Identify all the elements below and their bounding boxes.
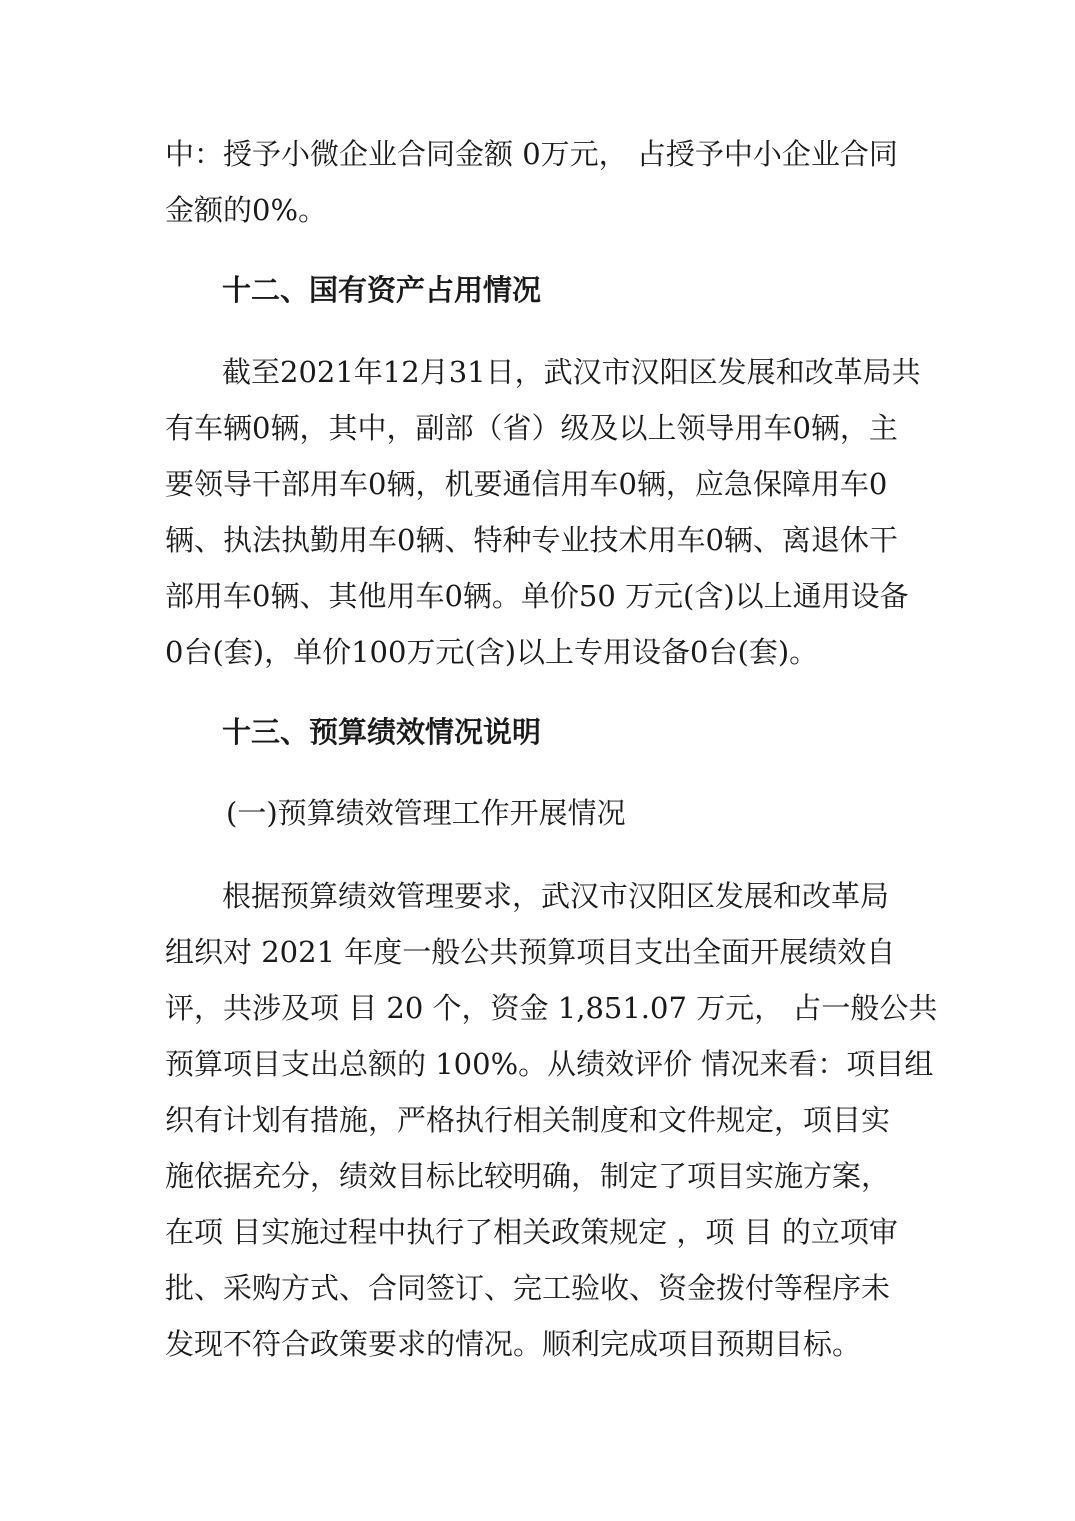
paragraph-line: 组织对 2021 年度一般公共预算项目支出全面开展绩效自 xyxy=(165,935,896,969)
paragraph-line: 预算项目支出总额的 100%。从绩效评价 情况来看：项目组 xyxy=(165,1047,934,1081)
section-heading-12: 十二、国有资产占用情况 xyxy=(222,273,542,307)
paragraph-line: 部用车0辆、其他用车0辆。单价50 万元(含)以上通用设备 xyxy=(165,579,909,613)
subsection-heading: (一)预算绩效管理工作开展情况 xyxy=(226,796,626,830)
paragraph-line: 0台(套)，单价100万元(含)以上专用设备0台(套)。 xyxy=(165,635,819,669)
paragraph-line: 金额的0%。 xyxy=(165,193,328,227)
paragraph-line: 发现不符合政策要求的情况。顺利完成项目预期目标。 xyxy=(165,1327,862,1361)
paragraph-line: 评，共涉及项 目 20 个，资金 1,851.07 万元， 占一般公共 xyxy=(165,991,938,1025)
paragraph-line: 中：授予小微企业合同金额 0万元， 占授予中小企业合同 xyxy=(165,137,898,171)
paragraph-line: 根据预算绩效管理要求，武汉市汉阳区发展和改革局 xyxy=(222,879,890,913)
paragraph-line: 织有计划有措施，严格执行相关制度和文件规定，项目实 xyxy=(165,1103,891,1137)
paragraph-line: 批、采购方式、合同签订、完工验收、资金拨付等程序未 xyxy=(165,1271,891,1305)
paragraph-line: 有车辆0辆，其中，副部（省）级及以上领导用车0辆，主 xyxy=(165,411,898,445)
paragraph-line: 在项 目实施过程中执行了相关政策规定 ，项 目 的立项审 xyxy=(165,1215,898,1249)
section-heading-13: 十三、预算绩效情况说明 xyxy=(222,715,542,749)
paragraph-line: 辆、执法执勤用车0辆、特种专业技术用车0辆、离退休干 xyxy=(165,523,898,557)
paragraph-line: 要领导干部用车0辆，机要通信用车0辆，应急保障用车0 xyxy=(165,467,888,501)
paragraph-line: 施依据充分，绩效目标比较明确，制定了项目实施方案， xyxy=(165,1159,891,1193)
paragraph-line: 截至2021年12月31日，武汉市汉阳区发展和改革局共 xyxy=(222,355,921,389)
